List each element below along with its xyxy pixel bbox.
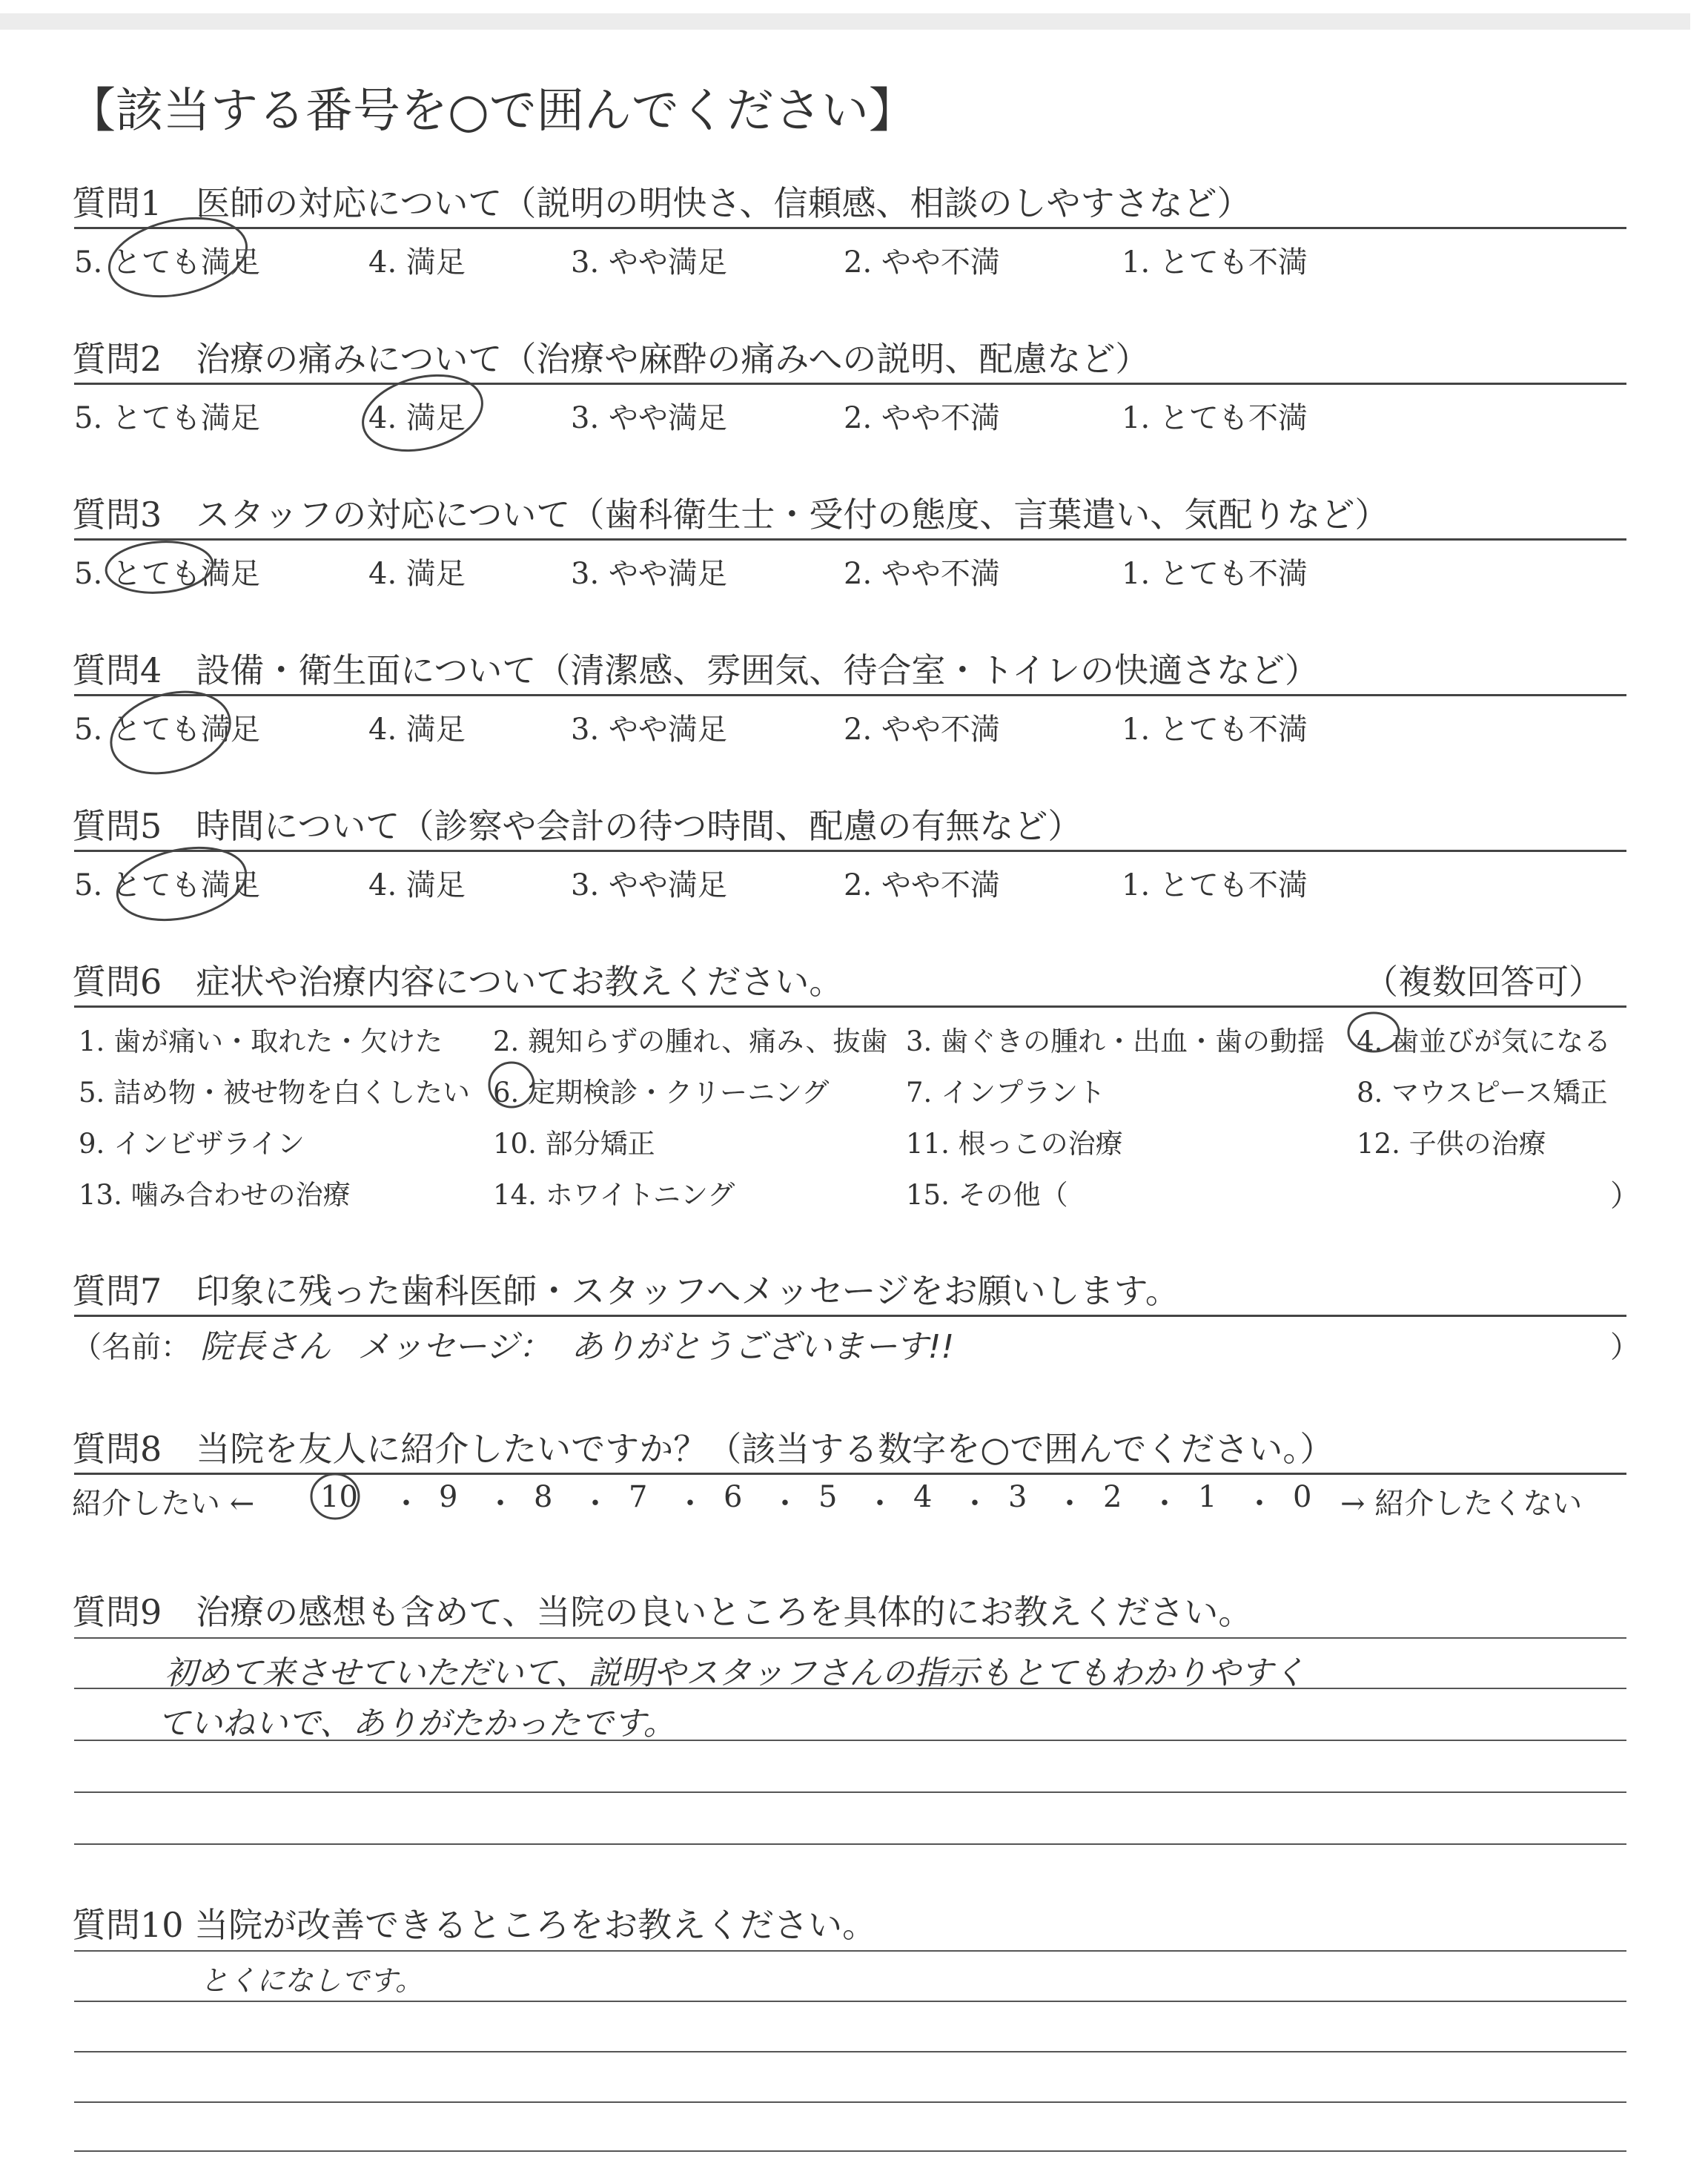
- q6-item-1[interactable]: 1. 歯が痛い・取れた・欠けた: [79, 1025, 443, 1057]
- q6-other-close-paren: ）: [1610, 1179, 1640, 1213]
- q8-separator: ・: [1055, 1487, 1085, 1521]
- q8-score-6[interactable]: 6: [724, 1480, 743, 1514]
- q4-option-3[interactable]: 3. やや満足: [571, 713, 727, 747]
- q1-option-5[interactable]: 5. とても満足: [74, 245, 260, 280]
- q8-separator: ・: [960, 1487, 990, 1521]
- q2-option-2[interactable]: 2. やや不満: [844, 401, 1000, 435]
- q2-option-1[interactable]: 1. とても不満: [1122, 401, 1308, 435]
- q8-score-5[interactable]: 5: [818, 1480, 838, 1514]
- q8-separator: ・: [486, 1487, 515, 1521]
- question-2-rule: [74, 383, 1626, 385]
- q9-answer-rule: [74, 1637, 1626, 1639]
- q9-answer-rule: [74, 1843, 1626, 1845]
- q10-answer-rule: [74, 2001, 1626, 2002]
- question-5-rule: [74, 850, 1626, 852]
- question-4-title: 質問4 設備・衛生面について（清潔感、雰囲気、待合室・トイレの快適さなど）: [72, 650, 1320, 690]
- q8-score-0[interactable]: 0: [1293, 1480, 1312, 1514]
- q10-answer-rule: [74, 2101, 1626, 2103]
- q3-option-1[interactable]: 1. とても不満: [1122, 557, 1308, 591]
- q6-item-13[interactable]: 13. 噛み合わせの治療: [79, 1179, 351, 1211]
- q8-score-4[interactable]: 4: [913, 1480, 933, 1514]
- q8-right-label: → 紹介したくない: [1340, 1487, 1583, 1521]
- q4-option-2[interactable]: 2. やや不満: [844, 713, 1000, 747]
- question-9-title: 質問9 治療の感想も含めて、当院の良いところを具体的にお教えください。: [72, 1592, 1253, 1632]
- q2-option-3[interactable]: 3. やや満足: [571, 401, 727, 435]
- question-3-rule: [74, 538, 1626, 541]
- q2-option-5[interactable]: 5. とても満足: [74, 401, 260, 435]
- question-6-title: 質問6 症状や治療内容についてお教えください。: [72, 962, 844, 1002]
- q7-message-label: メッセージ：: [357, 1328, 552, 1366]
- q9-answer-line-2[interactable]: ていねいで、ありがたかったです。: [157, 1705, 676, 1743]
- q8-separator: ・: [391, 1487, 421, 1521]
- q10-answer-rule: [74, 2051, 1626, 2052]
- q8-separator: ・: [865, 1487, 895, 1521]
- q1-option-3[interactable]: 3. やや満足: [571, 245, 727, 280]
- q10-answer-line-1[interactable]: とくになしです。: [200, 1964, 423, 1997]
- question-6-rule: [74, 1005, 1626, 1008]
- q5-option-5[interactable]: 5. とても満足: [74, 868, 260, 902]
- q8-score-10[interactable]: 10: [320, 1480, 358, 1514]
- q10-answer-rule: [74, 2150, 1626, 2152]
- q5-option-4[interactable]: 4. 満足: [368, 868, 466, 902]
- q8-separator: ・: [770, 1487, 800, 1521]
- q6-item-15[interactable]: 15. その他（: [906, 1179, 1068, 1211]
- q6-item-12[interactable]: 12. 子供の治療: [1357, 1128, 1546, 1160]
- question-4-rule: [74, 694, 1626, 696]
- q5-option-1[interactable]: 1. とても不満: [1122, 868, 1308, 902]
- q1-option-4[interactable]: 4. 満足: [368, 245, 466, 280]
- q5-option-2[interactable]: 2. やや不満: [844, 868, 1000, 902]
- question-6-multiple-note: （複数回答可）: [1364, 962, 1603, 1002]
- q5-option-3[interactable]: 3. やや満足: [571, 868, 727, 902]
- q8-separator: ・: [675, 1487, 705, 1521]
- q8-score-1[interactable]: 1: [1198, 1480, 1217, 1514]
- q9-answer-rule: [74, 1791, 1626, 1793]
- q6-item-6[interactable]: 6. 定期検診・クリーニング: [493, 1077, 830, 1109]
- q6-item-14[interactable]: 14. ホワイトニング: [493, 1179, 735, 1211]
- question-7-rule: [74, 1315, 1626, 1317]
- q6-item-4[interactable]: 4. 歯並びが気になる: [1357, 1025, 1612, 1057]
- q3-option-3[interactable]: 3. やや満足: [571, 557, 727, 591]
- q6-item-7[interactable]: 7. インプラント: [906, 1077, 1106, 1109]
- q3-option-5[interactable]: 5. とても満足: [74, 557, 260, 591]
- q6-item-5[interactable]: 5. 詰め物・被せ物を白くしたい: [79, 1077, 471, 1109]
- q3-option-2[interactable]: 2. やや不満: [844, 557, 1000, 591]
- q8-score-7[interactable]: 7: [629, 1480, 648, 1514]
- q10-answer-rule: [74, 1950, 1626, 1952]
- form-instruction: 【該当する番号を○で囲んでください】: [68, 84, 916, 139]
- q6-item-3[interactable]: 3. 歯ぐきの腫れ・出血・歯の動揺: [906, 1025, 1325, 1057]
- question-7-title: 質問7 印象に残った歯科医師・スタッフへメッセージをお願いします。: [72, 1271, 1179, 1311]
- q1-option-2[interactable]: 2. やや不満: [844, 245, 1000, 280]
- q7-close-paren: ）: [1610, 1330, 1640, 1364]
- q4-option-5[interactable]: 5. とても満足: [74, 713, 260, 747]
- q8-score-9[interactable]: 9: [439, 1480, 458, 1514]
- q9-answer-line-1[interactable]: 初めて来させていただいて、説明やスタッフさんの指示もとてもわかりやすく: [165, 1654, 1306, 1692]
- q8-score-2[interactable]: 2: [1103, 1480, 1122, 1514]
- q4-option-4[interactable]: 4. 満足: [368, 713, 466, 747]
- question-8-rule: [74, 1473, 1626, 1475]
- q7-message-answer[interactable]: ありがとうございまーす!!: [571, 1328, 955, 1366]
- q6-item-10[interactable]: 10. 部分矯正: [493, 1128, 655, 1160]
- q7-name-answer[interactable]: 院長さん: [200, 1328, 331, 1366]
- question-10-title: 質問10 当院が改善できるところをお教えください。: [72, 1905, 877, 1945]
- q2-option-4[interactable]: 4. 満足: [368, 401, 466, 435]
- q7-name-label: （名前：: [72, 1330, 191, 1364]
- q6-item-8[interactable]: 8. マウスピース矯正: [1357, 1077, 1608, 1109]
- q8-separator: ・: [1150, 1487, 1179, 1521]
- q6-item-9[interactable]: 9. インビザライン: [79, 1128, 305, 1160]
- q8-left-label: 紹介したい ←: [72, 1487, 255, 1521]
- q8-separator: ・: [1245, 1487, 1274, 1521]
- q4-option-1[interactable]: 1. とても不満: [1122, 713, 1308, 747]
- question-5-title: 質問5 時間について（診察や会計の待つ時間、配慮の有無など）: [72, 806, 1082, 846]
- question-1-rule: [74, 227, 1626, 229]
- question-2-title: 質問2 治療の痛みについて（治療や麻酔の痛みへの説明、配慮など）: [72, 339, 1150, 379]
- q8-separator: ・: [580, 1487, 610, 1521]
- q8-score-3[interactable]: 3: [1008, 1480, 1027, 1514]
- question-3-title: 質問3 スタッフの対応について（歯科衛生士・受付の態度、言葉遣い、気配りなど）: [72, 495, 1389, 535]
- question-1-title: 質問1 医師の対応について（説明の明快さ、信頼感、相談のしやすさなど）: [72, 183, 1251, 223]
- q6-item-11[interactable]: 11. 根っこの治療: [906, 1128, 1123, 1160]
- q8-score-8[interactable]: 8: [534, 1480, 553, 1514]
- scan-top-edge: [0, 13, 1690, 30]
- q6-item-2[interactable]: 2. 親知らずの腫れ、痛み、抜歯: [493, 1025, 888, 1057]
- question-8-title: 質問8 当院を友人に紹介したいですか？（該当する数字を○で囲んでください。）: [72, 1429, 1334, 1469]
- q3-option-4[interactable]: 4. 満足: [368, 557, 466, 591]
- q1-option-1[interactable]: 1. とても不満: [1122, 245, 1308, 280]
